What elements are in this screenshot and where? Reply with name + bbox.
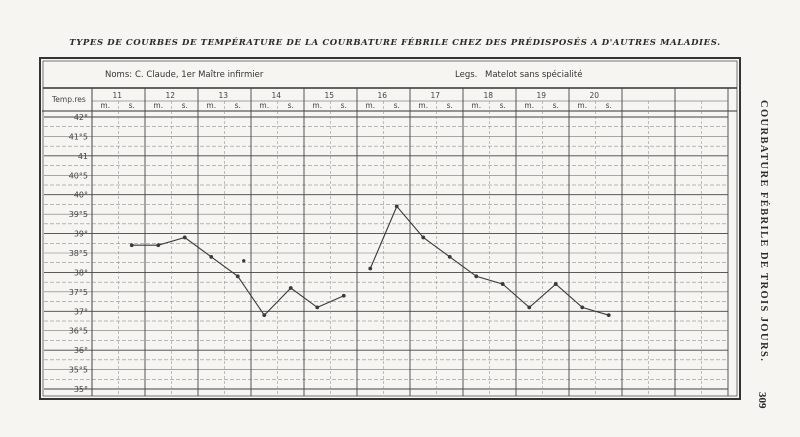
- y-axis-label: Temp.res: [52, 95, 86, 104]
- stray-mark: [242, 259, 245, 262]
- y-tick-label: 39°: [73, 229, 88, 239]
- slot-label-morning: m.: [365, 101, 376, 110]
- temperature-point: [421, 236, 425, 240]
- y-tick-label: 35°: [73, 385, 88, 394]
- slot-label-evening: s.: [605, 101, 612, 110]
- slot-label-morning: m.: [312, 101, 323, 110]
- temperature-point: [474, 274, 478, 278]
- temperature-point: [183, 236, 187, 240]
- temperature-point: [527, 306, 531, 310]
- temperature-lines: [132, 206, 609, 315]
- y-tick-label: 38°: [73, 268, 88, 278]
- temperature-point: [156, 243, 160, 247]
- day-label: 20: [589, 91, 600, 100]
- y-tick-label: 37°: [73, 307, 88, 317]
- slot-label-morning: m.: [100, 101, 111, 110]
- y-tick-label: 37°5: [68, 287, 88, 297]
- temperature-point: [209, 255, 213, 259]
- temperature-point: [130, 243, 134, 247]
- slot-label-evening: s.: [181, 101, 188, 110]
- slot-label-morning: m.: [471, 101, 482, 110]
- day-label: 11: [112, 91, 123, 100]
- temperature-points: [130, 204, 611, 317]
- y-tick-labels: [69, 113, 88, 394]
- side-running-title: COURBATURE FÉBRILE DE TROIS JOURS.: [758, 100, 769, 363]
- temperature-point: [607, 313, 611, 317]
- slot-label-evening: s.: [234, 101, 241, 110]
- y-tick-label: 36°5: [68, 326, 88, 336]
- temperature-point: [289, 286, 293, 290]
- temperature-point: [368, 267, 372, 271]
- slot-label-evening: s.: [128, 101, 135, 110]
- y-tick-label: 39°5: [68, 210, 88, 220]
- day-headers: [100, 91, 612, 110]
- temperature-point: [315, 306, 319, 310]
- y-tick-label: 38°5: [68, 249, 88, 258]
- slot-label-morning: m.: [418, 101, 429, 110]
- slot-label-evening: s.: [340, 101, 347, 110]
- y-tick-label: 40°5: [68, 171, 88, 181]
- page-heading: TYPES DE COURBES DE TEMPÉRATURE DE LA COURBATURE FÉBRILE CHEZ DES PRÉDISPOSÉS A D'AUTRES MALADIES.: [69, 38, 721, 48]
- y-tick-label: 35°5: [68, 365, 88, 375]
- day-label: 18: [483, 91, 494, 100]
- day-label: 19: [536, 91, 547, 100]
- temperature-point: [448, 255, 452, 259]
- y-tick-label: 40°: [73, 190, 88, 200]
- slot-label-morning: m.: [153, 101, 164, 110]
- day-label: 16: [377, 91, 388, 100]
- temperature-point: [501, 282, 505, 286]
- page-number: 309: [756, 392, 768, 409]
- day-label: 12: [165, 91, 176, 100]
- day-label: 14: [271, 91, 282, 100]
- chart-header: [51, 69, 582, 104]
- slot-label-evening: s.: [287, 101, 294, 110]
- temperature-point: [236, 274, 240, 278]
- slot-label-morning: m.: [524, 101, 535, 110]
- chart-grid: [44, 88, 728, 396]
- day-label: 15: [324, 91, 335, 100]
- legs-value: Matelot sans spécialité: [485, 70, 583, 80]
- slot-label-morning: m.: [259, 101, 270, 110]
- names-label: Noms:: [105, 70, 133, 80]
- y-tick-label: 36°: [73, 346, 88, 356]
- slot-label-evening: s.: [393, 101, 400, 110]
- slot-label-morning: m.: [577, 101, 588, 110]
- slot-label-morning: m.: [206, 101, 217, 110]
- temperature-point: [342, 294, 346, 298]
- temperature-point: [554, 282, 558, 286]
- day-label: 13: [218, 91, 229, 100]
- names-value: C. Claude, 1er Maître infirmier: [135, 70, 264, 80]
- y-tick-label: 42°: [73, 113, 88, 122]
- legs-label: Legs.: [455, 70, 478, 80]
- day-label: 17: [430, 91, 441, 100]
- slot-label-evening: s.: [552, 101, 559, 110]
- y-tick-label: 41°5: [68, 132, 88, 142]
- slot-label-evening: s.: [446, 101, 453, 110]
- temperature-point: [580, 306, 584, 310]
- y-tick-label: 41: [77, 151, 88, 161]
- slot-label-evening: s.: [499, 101, 506, 110]
- temperature-point: [395, 204, 399, 208]
- temperature-point: [262, 313, 266, 317]
